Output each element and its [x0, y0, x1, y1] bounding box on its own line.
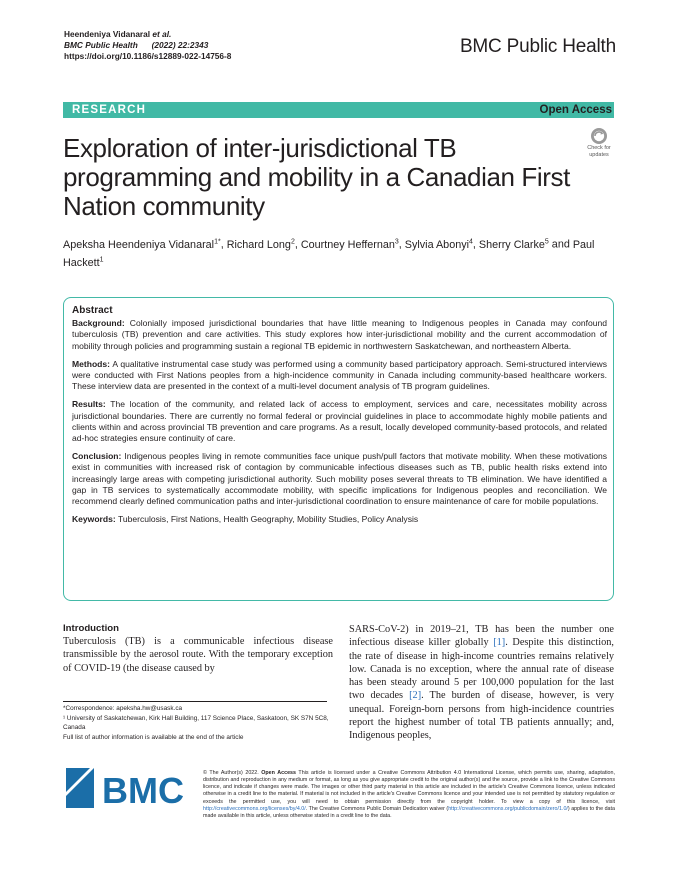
abstract-heading: Abstract	[72, 305, 113, 316]
license-text: © The Author(s) 2022. Open Access This article is licensed under a Creative Commons Attribution 4.0 International License, which permits use, sharing, adaptation, distribution and reproduction in any medium or format, as long as you give appropriate credit to the original author(s) and the source, provide a link to the Creative Commons licence, and indicate if changes were made. The images or other third party material in this article are included in the article's Creative Commons licence, unless indicated otherwise in a credit line to the material. If material is not included in the article's Creative Commons licence and your intended use is not permitted by statutory regulation or exceeds the permitted use, you will need to obtain permission directly from the copyright holder. To view a copy of this licence, visit http://creativecommons.org/licenses/by/4.0/. The Creative Commons Public Domain Dedication waiver (http://creativecommons.org/publicdomain/zero/1.0/) applies to the data made available in this article, unless otherwise stated in a credit line to the data.	[203, 770, 615, 819]
public-domain-link[interactable]: http://creativecommons.org/publicdomain/zero/1.0/	[448, 805, 568, 812]
open-access-label: Open Access	[539, 104, 612, 116]
abstract-results: Results: The location of the community, and related lack of access to employment, services and care, necessitates mobility across jurisdictional boundaries. There are currently no formal federal or provincial guidelines in place to accommodate highly mobile patients and clients within and across provincial TB prevention and care programs. As a result, locally developed community-based protocols, and related ad-hoc strategies ensure continuity of care.	[72, 399, 607, 444]
author: Sylvia Abonyi$^4$	[404, 238, 473, 251]
section-label: RESEARCH	[72, 104, 147, 116]
citation-link[interactable]: [2]	[409, 690, 422, 702]
bmc-logo-text: BMC	[102, 770, 184, 810]
abstract-conclusion: Conclusion: Indigenous peoples living in remote communities face unique push/pull factors that motivate mobility. When these motivations exist in communities with increased risk of contagion by communicable infectious diseases such as TB, public health risks extend into increasingly large areas with competing jurisdictional authority. Such mobility poses several threats to TB elimination. We have identified a gap in TB services to systematically accommodate mobility, with specific implications for Indigenous peoples and reconciliation. We recommend clearly defined communication paths and inter-jurisdictional coordination to ensure maintenance of care for mobile populations.	[72, 451, 607, 507]
author: Apeksha Heendeniya Vidanaral$^{1*}$	[63, 238, 221, 251]
intro-paragraph: Tuberculosis (TB) is a communicable infectious disease transmissible by the aerosol route. With the temporary exception of COVID-19 (the disease caused by	[63, 636, 333, 674]
author: Courtney Heffernan$^3$	[300, 238, 399, 251]
author: Paul Hackett$^1$	[63, 238, 595, 270]
correspondence: *Correspondence: apeksha.hw@usask.ca	[63, 705, 183, 712]
abstract-methods: Methods: A qualitative instrumental case study was performed using a community based participatory approach. Semi-structured interviews were conducted with First Nations peoples from a high-incidence community in Canada including community-based healthcare workers. These interview data are presented in the context of a multi-level document analysis of TB program guidelines.	[72, 358, 607, 392]
footnote-rule	[63, 701, 327, 702]
abstract	[72, 305, 607, 532]
header-doi[interactable]: https://doi.org/10.1186/s12889-022-14756-8	[64, 51, 232, 61]
journal-name: BMC Public Health	[459, 36, 616, 57]
bmc-logo	[64, 766, 192, 810]
header-citation: BMC Public Health (2022) 22:2343	[64, 40, 209, 50]
intro-heading: Introduction	[63, 623, 119, 634]
header-authors: Heendeniya Vidanaral et al.	[64, 29, 172, 39]
article-title: Exploration of inter-jurisdictional TB programming and mobility in a Canadian First Nation community	[63, 133, 570, 221]
abstract-background: Background: Colonially imposed jurisdictional boundaries that have little meaning to Indigenous peoples in Canada may confound tuberculosis (TB) prevention and care activities. This study explores how inter-jurisdictional mobility and the current accommodation of mobility through policies and programming sustain a regional TB epidemic in northwestern Saskatchewan, and northeastern Alberta.	[72, 318, 608, 351]
author: Sherry Clarke$^5$	[478, 238, 549, 251]
author-list: Apeksha Heendeniya Vidanaral$^{1*}$, Richard Long$^2$, Courtney Heffernan$^3$, Sylvia Abonyi$^4$, Sherry Clarke$^5$ and Paul Hackett$^1$	[63, 238, 595, 270]
intro-left-column	[63, 623, 333, 675]
intro-right-column: SARS-CoV-2) in 2019–21, TB has been the number one infectious disease killer globally [1]. Despite this distinction, the rate of disease in high-income countries remains relatively low. Canada is no exception, where the annual rate of disease has been steady around 5 per 100,000 population for the last two decades [2]. The burden of disease, however, is very unequal. Foreign-born persons from high-incidence countries report the highest number of total TB patients annually; and, Indigenous peoples,	[349, 624, 615, 742]
running-header	[64, 29, 231, 62]
check-for-updates-text[interactable]: Check for updates	[587, 145, 611, 158]
author: Richard Long$^2$	[226, 238, 295, 251]
footnotes	[63, 705, 333, 745]
affiliation: ¹ University of Saskatchewan, Kirk Hall Building, 117 Science Place, Saskatoon, SK S7N 5C8, Canada	[63, 715, 329, 731]
full-list-note: Full list of author information is available at the end of the article	[63, 734, 244, 742]
license-link[interactable]: http://creativecommons.org/licenses/by/4.0/	[203, 805, 306, 812]
abstract-keywords: Keywords: Tuberculosis, First Nations, Health Geography, Mobility Studies, Policy Analysis	[72, 514, 419, 525]
citation-link[interactable]: [1]	[493, 637, 506, 649]
